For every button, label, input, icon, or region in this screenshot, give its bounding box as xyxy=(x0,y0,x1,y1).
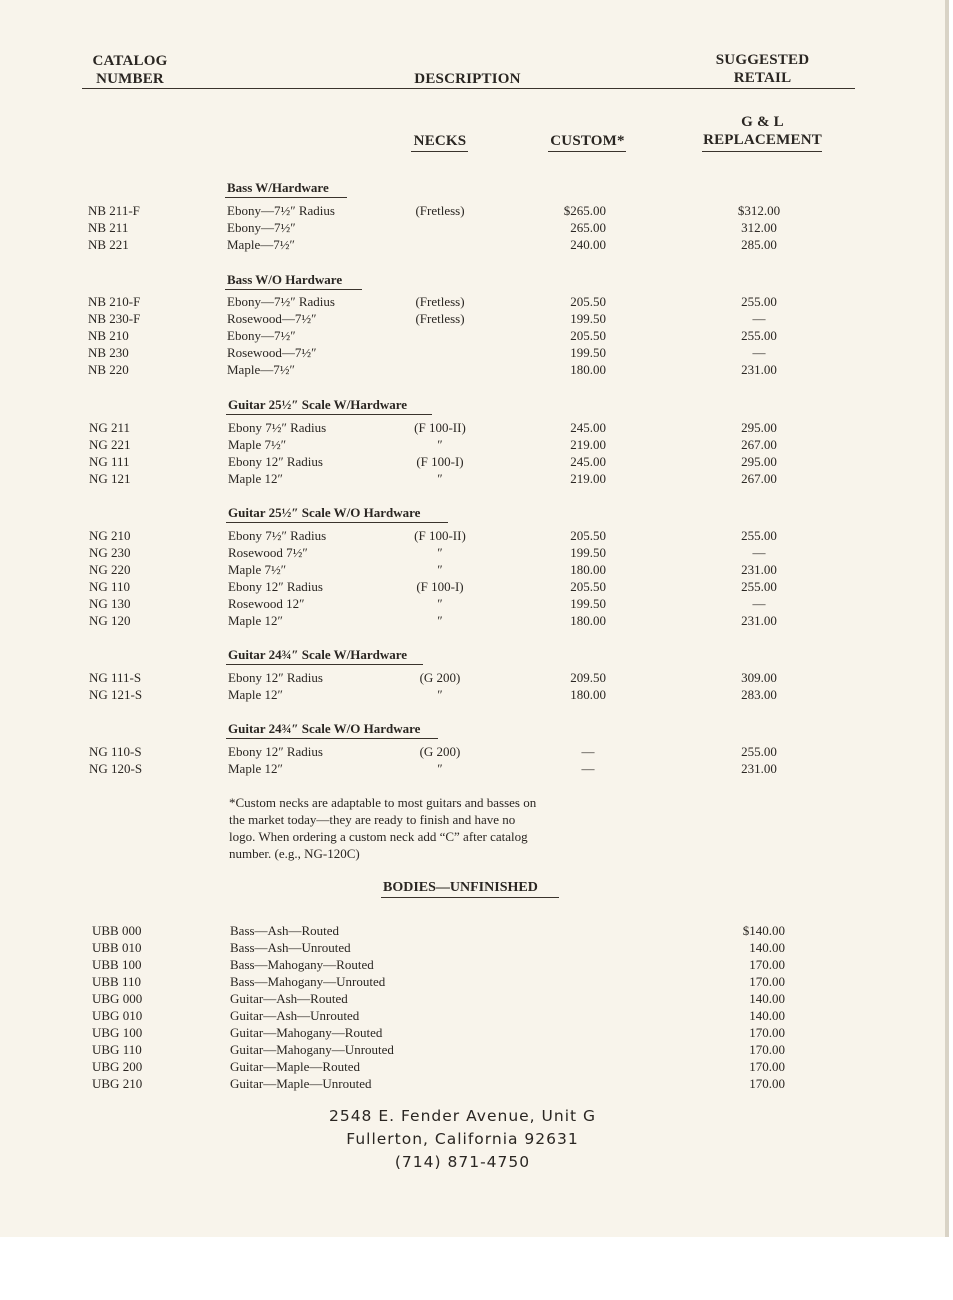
description: Maple 12″ xyxy=(228,761,283,776)
custom-price: 199.50 xyxy=(570,345,606,360)
section-title-underline xyxy=(225,289,362,290)
body-description: Guitar—Ash—Unrouted xyxy=(230,1008,360,1023)
catalog-number: NB 210-F xyxy=(88,294,141,309)
neck-spec: ″ xyxy=(437,761,443,776)
body-price: 140.00 xyxy=(749,940,785,955)
gl-replacement-price: 267.00 xyxy=(741,471,777,486)
gl-replacement-price: 255.00 xyxy=(741,528,777,543)
neck-spec: (G 200) xyxy=(419,670,461,685)
description: Rosewood 12″ xyxy=(228,596,305,611)
section-title: Guitar 25½″ Scale W/Hardware xyxy=(228,397,408,412)
bodies-title: BODIES—UNFINISHED xyxy=(383,880,538,895)
custom-price: 219.00 xyxy=(570,471,606,486)
gl-replacement-price: 295.00 xyxy=(741,454,777,469)
body-price: 170.00 xyxy=(749,957,785,972)
description: Maple 12″ xyxy=(228,471,283,486)
address-street: 2548 E. Fender Avenue, Unit G xyxy=(328,1107,597,1125)
header-custom: CUSTOM* xyxy=(550,133,625,149)
description: Maple 12″ xyxy=(228,613,283,628)
body-description: Guitar—Ash—Routed xyxy=(230,991,348,1006)
catalog-number: NG 110 xyxy=(89,579,131,594)
custom-price: 245.00 xyxy=(570,454,606,469)
gl-replacement-price: 231.00 xyxy=(741,613,777,628)
custom-price: 209.50 xyxy=(570,670,606,685)
custom-price: 199.50 xyxy=(570,545,606,560)
gl-replacement-price: 295.00 xyxy=(741,420,777,435)
catalog-number: NG 110-S xyxy=(89,744,142,759)
catalog-number: NB 230 xyxy=(88,345,129,360)
neck-spec: ″ xyxy=(437,471,443,486)
neck-spec: (Fretless) xyxy=(415,311,465,326)
body-price: 170.00 xyxy=(749,974,785,989)
body-price: 170.00 xyxy=(749,1042,785,1057)
section-title: Guitar 24¾″ Scale W/Hardware xyxy=(228,647,408,662)
description: Ebony—7½″ xyxy=(227,328,296,343)
address-city: Fullerton, California 92631 xyxy=(346,1130,579,1148)
custom-price: 219.00 xyxy=(570,437,606,452)
neck-spec: ″ xyxy=(437,437,443,452)
description: Ebony 12″ Radius xyxy=(228,454,323,469)
body-catalog-number: UBB 110 xyxy=(92,974,141,989)
neck-spec: (F 100-I) xyxy=(416,579,464,594)
body-catalog-number: UBG 000 xyxy=(92,991,143,1006)
body-description: Guitar—Mahogany—Unrouted xyxy=(230,1042,394,1057)
header-rule xyxy=(82,88,855,89)
body-catalog-number: UBB 010 xyxy=(92,940,142,955)
catalog-number: NG 111-S xyxy=(89,670,142,685)
custom-price: 245.00 xyxy=(570,420,606,435)
body-description: Bass—Ash—Routed xyxy=(230,923,340,938)
catalog-number: NB 211 xyxy=(88,220,129,235)
gl-replacement-price: 231.00 xyxy=(741,761,777,776)
body-description: Guitar—Maple—Routed xyxy=(230,1059,360,1074)
body-price: 140.00 xyxy=(749,991,785,1006)
body-description: Bass—Mahogany—Unrouted xyxy=(230,974,386,989)
description: Ebony—7½″ Radius xyxy=(227,294,335,309)
catalog-number: NB 230-F xyxy=(88,311,141,326)
description: Ebony 12″ Radius xyxy=(228,744,323,759)
section-title: Bass W/Hardware xyxy=(227,180,329,195)
catalog-number: NG 120 xyxy=(89,613,131,628)
catalog-number: NG 111 xyxy=(89,454,130,469)
neck-spec: (Fretless) xyxy=(415,203,465,218)
description: Rosewood—7½″ xyxy=(227,311,317,326)
custom-price: 180.00 xyxy=(570,362,606,377)
gl-replacement-price: 231.00 xyxy=(741,362,777,377)
body-catalog-number: UBB 000 xyxy=(92,923,142,938)
gl-replacement-price: 285.00 xyxy=(741,237,777,252)
body-price: 170.00 xyxy=(749,1025,785,1040)
description: Maple 7½″ xyxy=(228,437,287,452)
gl-replacement-price: — xyxy=(752,345,766,360)
description: Rosewood 7½″ xyxy=(228,545,308,560)
description: Rosewood—7½″ xyxy=(227,345,317,360)
custom-price: — xyxy=(581,744,595,759)
gl-replacement-price: — xyxy=(752,545,766,560)
custom-price: 265.00 xyxy=(570,220,606,235)
catalog-number: NG 121-S xyxy=(89,687,143,702)
catalog-number: NG 120-S xyxy=(89,761,143,776)
body-catalog-number: UBG 100 xyxy=(92,1025,143,1040)
custom-price: 205.50 xyxy=(570,579,606,594)
custom-price: 240.00 xyxy=(570,237,606,252)
section-title-underline xyxy=(226,414,432,415)
gl-replacement-price: 309.00 xyxy=(741,670,777,685)
catalog-number: NG 211 xyxy=(89,420,131,435)
header-description: DESCRIPTION xyxy=(414,71,521,87)
section-title-underline xyxy=(225,197,347,198)
gl-replacement-price: — xyxy=(752,596,766,611)
body-price: 140.00 xyxy=(749,1008,785,1023)
gl-replacement-price: 231.00 xyxy=(741,562,777,577)
description: Maple—7½″ xyxy=(227,362,295,377)
header-necks: NECKS xyxy=(413,133,467,149)
gl-replacement-price: 255.00 xyxy=(741,294,777,309)
gl-replacement-price: 267.00 xyxy=(741,437,777,452)
description: Ebony—7½″ Radius xyxy=(227,203,335,218)
neck-spec: (F 100-II) xyxy=(414,420,466,435)
custom-price: 180.00 xyxy=(570,687,606,702)
gl-replacement-price: 283.00 xyxy=(741,687,777,702)
gl-replacement-price: 255.00 xyxy=(741,579,777,594)
custom-neck-footnote: *Custom necks are adaptable to most guitars and basses on the market today—they are ready to finish and have no logo. When ordering a custom neck add “C” after catalog number. (e.g., NG-120C) xyxy=(229,795,537,861)
header-suggested-retail: SUGGESTED RETAIL xyxy=(715,52,810,86)
body-description: Bass—Ash—Unrouted xyxy=(230,940,351,955)
gl-replacement-price: 312.00 xyxy=(741,220,777,235)
neck-spec: (G 200) xyxy=(419,744,461,759)
custom-price: 199.50 xyxy=(570,596,606,611)
body-price: 170.00 xyxy=(749,1076,785,1091)
section-title: Guitar 24¾″ Scale W/O Hardware xyxy=(228,721,421,736)
custom-price: 205.50 xyxy=(570,294,606,309)
body-description: Bass—Mahogany—Routed xyxy=(230,957,374,972)
neck-spec: ″ xyxy=(437,613,443,628)
gl-replacement-price: — xyxy=(752,311,766,326)
catalog-number: NB 211-F xyxy=(88,203,140,218)
section-title-underline xyxy=(226,522,448,523)
catalog-number: NB 210 xyxy=(88,328,129,343)
body-price: 170.00 xyxy=(749,1059,785,1074)
catalog-number: NG 130 xyxy=(89,596,131,611)
catalog-number: NB 220 xyxy=(88,362,129,377)
description: Ebony 12″ Radius xyxy=(228,670,323,685)
custom-price: 180.00 xyxy=(570,562,606,577)
section-title: Bass W/O Hardware xyxy=(227,272,343,287)
description: Ebony 7½″ Radius xyxy=(228,528,327,543)
description: Ebony 12″ Radius xyxy=(228,579,323,594)
description: Ebony 7½″ Radius xyxy=(228,420,327,435)
body-description: Guitar—Maple—Unrouted xyxy=(230,1076,372,1091)
bodies-title-underline xyxy=(381,897,559,898)
body-catalog-number: UBB 100 xyxy=(92,957,142,972)
header-catalog-number: CATALOG NUMBER xyxy=(92,53,168,87)
catalog-number: NG 121 xyxy=(89,471,131,486)
catalog-number: NG 221 xyxy=(89,437,131,452)
section-title-underline xyxy=(226,664,423,665)
catalog-number: NG 230 xyxy=(89,545,131,560)
necks-underline xyxy=(411,151,468,152)
description: Maple 12″ xyxy=(228,687,283,702)
custom-price: 180.00 xyxy=(570,613,606,628)
neck-spec: ″ xyxy=(437,687,443,702)
neck-spec: ″ xyxy=(437,545,443,560)
custom-price: 199.50 xyxy=(570,311,606,326)
custom-price: — xyxy=(581,761,595,776)
description: Maple—7½″ xyxy=(227,237,295,252)
gl-replacement-price: 255.00 xyxy=(741,328,777,343)
neck-spec: (Fretless) xyxy=(415,294,465,309)
body-catalog-number: UBG 200 xyxy=(92,1059,143,1074)
body-description: Guitar—Mahogany—Routed xyxy=(230,1025,383,1040)
custom-underline xyxy=(548,151,626,152)
description: Ebony—7½″ xyxy=(227,220,296,235)
catalog-number: NB 221 xyxy=(88,237,129,252)
catalog-number: NG 220 xyxy=(89,562,131,577)
neck-spec: ″ xyxy=(437,562,443,577)
gl-replacement-underline xyxy=(702,151,822,152)
body-catalog-number: UBG 210 xyxy=(92,1076,143,1091)
section-title-underline xyxy=(226,738,438,739)
neck-spec: ″ xyxy=(437,596,443,611)
gl-replacement-price: 255.00 xyxy=(741,744,777,759)
custom-price: 205.50 xyxy=(570,328,606,343)
body-catalog-number: UBG 010 xyxy=(92,1008,143,1023)
section-title: Guitar 25½″ Scale W/O Hardware xyxy=(228,505,421,520)
address-phone: (714) 871-4750 xyxy=(394,1153,531,1171)
description: Maple 7½″ xyxy=(228,562,287,577)
custom-price: $265.00 xyxy=(563,203,606,218)
body-catalog-number: UBG 110 xyxy=(92,1042,142,1057)
catalog-number: NG 210 xyxy=(89,528,131,543)
gl-replacement-price: $312.00 xyxy=(737,203,781,218)
neck-spec: (F 100-I) xyxy=(416,454,464,469)
custom-price: 205.50 xyxy=(570,528,606,543)
neck-spec: (F 100-II) xyxy=(414,528,466,543)
body-price: $140.00 xyxy=(742,923,785,938)
header-gl-replacement: G & L REPLACEMENT xyxy=(703,114,822,148)
